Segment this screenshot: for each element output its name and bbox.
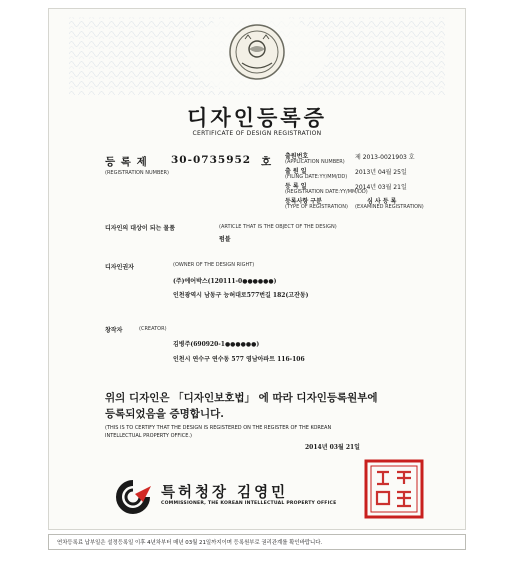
registration-label-en: (REGISTRATION NUMBER) [105, 170, 169, 176]
registration-date-label: 등 록 일 [285, 183, 307, 190]
article-value: 펌블 [219, 236, 231, 243]
article-label-en: (ARTICLE THAT IS THE OBJECT OF THE DESIGN) [219, 224, 337, 230]
registration-suffix: 호 [261, 156, 273, 168]
statement-line-1: 위의 디자인은 「디자인보호법」 에 따라 디자인등록원부에 [105, 392, 378, 404]
type-value: 심 사 등 록 [367, 198, 397, 205]
certificate-title: 디자인등록증 [187, 105, 327, 130]
issuer-name-en: COMMISSIONER, THE KOREAN INTELLECTUAL PROPERTY OFFICE [161, 501, 337, 506]
filing-date-label-en: (FILING DATE:YY/MM/DD) [285, 174, 348, 180]
article-label: 디자인의 대상이 되는 물품 [105, 225, 176, 232]
creator-address: 인천시 연수구 연수동 577 영남아파트 116-106 [173, 356, 305, 363]
certificate-sheet [48, 8, 466, 530]
filing-date-label: 출 원 일 [285, 168, 307, 175]
registration-label: 등 록 제 [105, 156, 148, 168]
official-red-stamp [363, 458, 425, 520]
application-number-label: 출원번호 [285, 153, 309, 160]
creator-label: 창작자 [105, 327, 123, 334]
government-seal-emblem [228, 23, 286, 81]
footer-notice: 연차등록료 납부일은 설정등록일 이후 4년차부터 매년 03월 21일까지이며 등록원부로 권리관계를 확인바랍니다. [57, 540, 323, 546]
statement-line-2: 등록되었음을 증명합니다. [105, 408, 224, 420]
application-number-label-en: (APPLICATION NUMBER) [285, 159, 345, 165]
owner-name: (주)에어박스(120111-0●●●●●●) [173, 278, 277, 285]
issuer-name: 특허청장 김영민 [161, 485, 289, 501]
footer-notice-box [48, 534, 466, 550]
owner-label-en: (OWNER OF THE DESIGN RIGHT) [173, 262, 255, 268]
statement-en-line-2: INTELLECTUAL PROPERTY OFFICE.) [105, 433, 192, 439]
type-label: 등록사항 구분 [285, 198, 322, 205]
filing-date-value: 2013년 04월 25일 [355, 169, 407, 176]
owner-address: 인천광역시 남동구 능허대로577번길 182(고잔동) [173, 292, 309, 299]
issue-date: 2014년 03월 21일 [305, 444, 360, 451]
registration-date-value: 2014년 03월 21일 [355, 184, 407, 191]
owner-label: 디자인권자 [105, 264, 134, 271]
type-label-en: (TYPE OF REGISTRATION) [285, 204, 348, 210]
statement-en-line-1: (THIS IS TO CERTIFY THAT THE DESIGN IS REGISTERED ON THE REGISTER OF THE KOREAN [105, 425, 332, 431]
certificate-subtitle: CERTIFICATE OF DESIGN REGISTRATION [192, 130, 322, 137]
type-value-en: (EXAMINED REGISTRATION) [355, 204, 424, 210]
creator-name: 김병주(690920-1●●●●●●) [173, 341, 260, 348]
application-number-value: 제 2013-0021903 호 [355, 154, 415, 161]
creator-label-en: (CREATOR) [139, 326, 167, 332]
registration-date-label-en: (REGISTRATION DATE:YY/MM/DD) [285, 189, 368, 195]
registration-number: 30-0735952 [171, 154, 252, 166]
kipo-logo-icon [113, 480, 153, 514]
